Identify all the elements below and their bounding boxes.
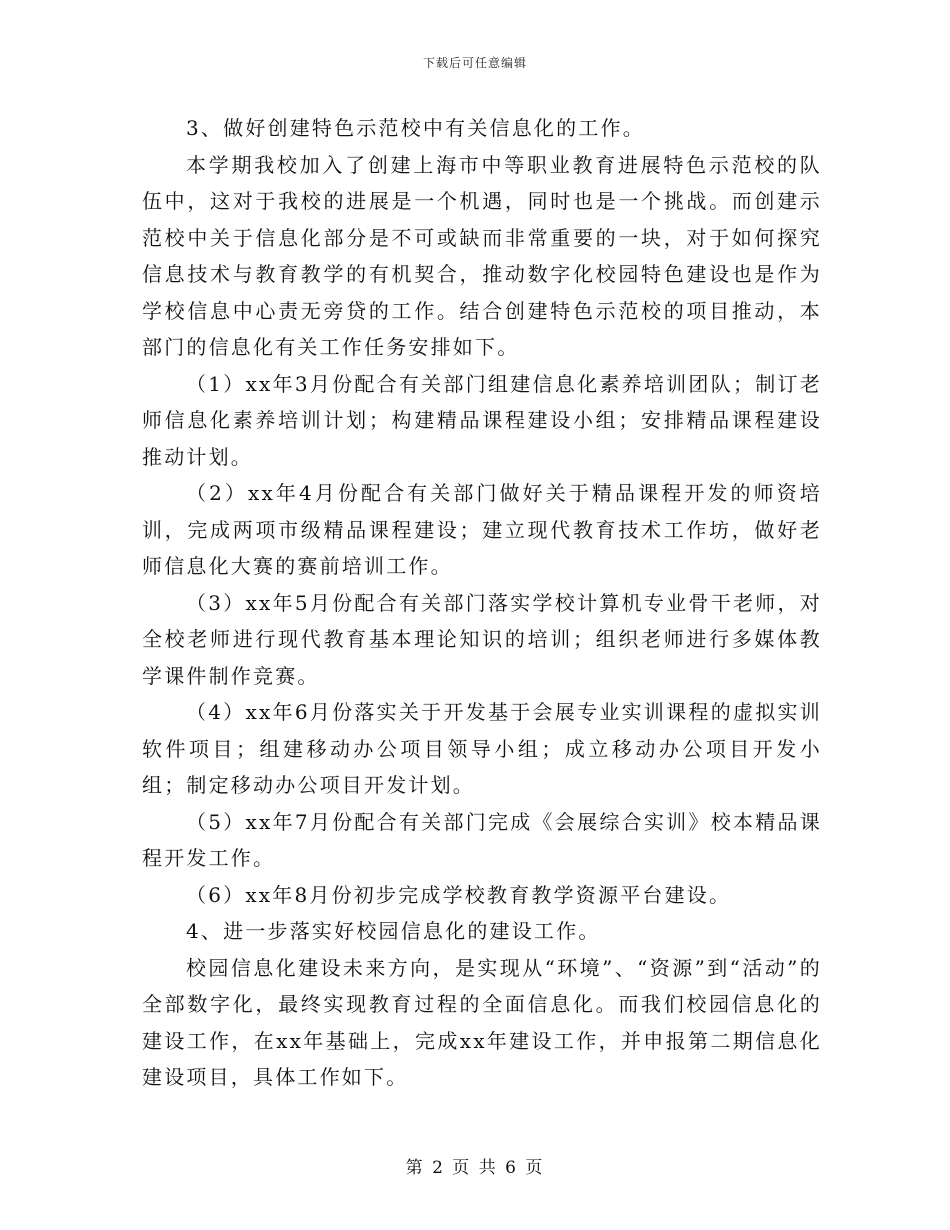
list-item-2: （2）xx年4月份配合有关部门做好关于精品课程开发的师资培训，完成两项市级精品课程建设；建立现代教育技术工作坊，做好老师信息化大赛的赛前培训工作。 (142, 481, 822, 578)
page-number: 第 2 页 共 6 页 (405, 1158, 545, 1178)
list-item-6: （6）xx年8月份初步完成学校教育教学资源平台建设。 (186, 882, 732, 907)
paragraph-campus: 校园信息化建设未来方向，是实现从“环境”、“资源”到“活动”的全部数字化，最终实现教育过程的全面信息化。而我们校园信息化的建设工作，在xx年基础上，完成xx年建设工作，并申报第二期信息化建设项目，具体工作如下。 (142, 955, 822, 1089)
section-heading-3: 3、做好创建特色示范校中有关信息化的工作。 (186, 116, 645, 140)
list-item-1: （1）xx年3月份配合有关部门组建信息化素养培训团队；制订老师信息化素养培训计划；构建精品课程建设小组；安排精品课程建设推动计划。 (142, 371, 822, 469)
document-body (142, 110, 822, 1096)
list-item-4: （4）xx年6月份落实关于开发基于会展专业实训课程的虚拟实训软件项目；组建移动办公项目领导小组；成立移动办公项目开发小组；制定移动办公项目开发计划。 (142, 700, 822, 797)
list-item-3: （3）xx年5月份配合有关部门落实学校计算机专业骨干老师，对全校老师进行现代教育基本理论知识的培训；组织老师进行多媒体教学课件制作竞赛。 (142, 590, 822, 688)
section-heading-4: 4、进一步落实好校园信息化的建设工作。 (186, 919, 601, 943)
page-header: 下载后可任意编辑 (422, 56, 527, 70)
list-item-5: （5）xx年7月份配合有关部门完成《会展综合实训》校本精品课程开发工作。 (142, 809, 822, 870)
paragraph-intro: 本学期我校加入了创建上海市中等职业教育进展特色示范校的队伍中，这对于我校的进展是一个机遇，同时也是一个挑战。而创建示范校中关于信息化部分是不可或缺而非常重要的一块，对于如何探究信息技术与教育教学的有机契合，推动数字化校园特色建设也是作为学校信息中心责无旁贷的工作。结合创建特色示范校的项目推动，本部门的信息化有关工作任务安排如下。 (142, 152, 822, 359)
